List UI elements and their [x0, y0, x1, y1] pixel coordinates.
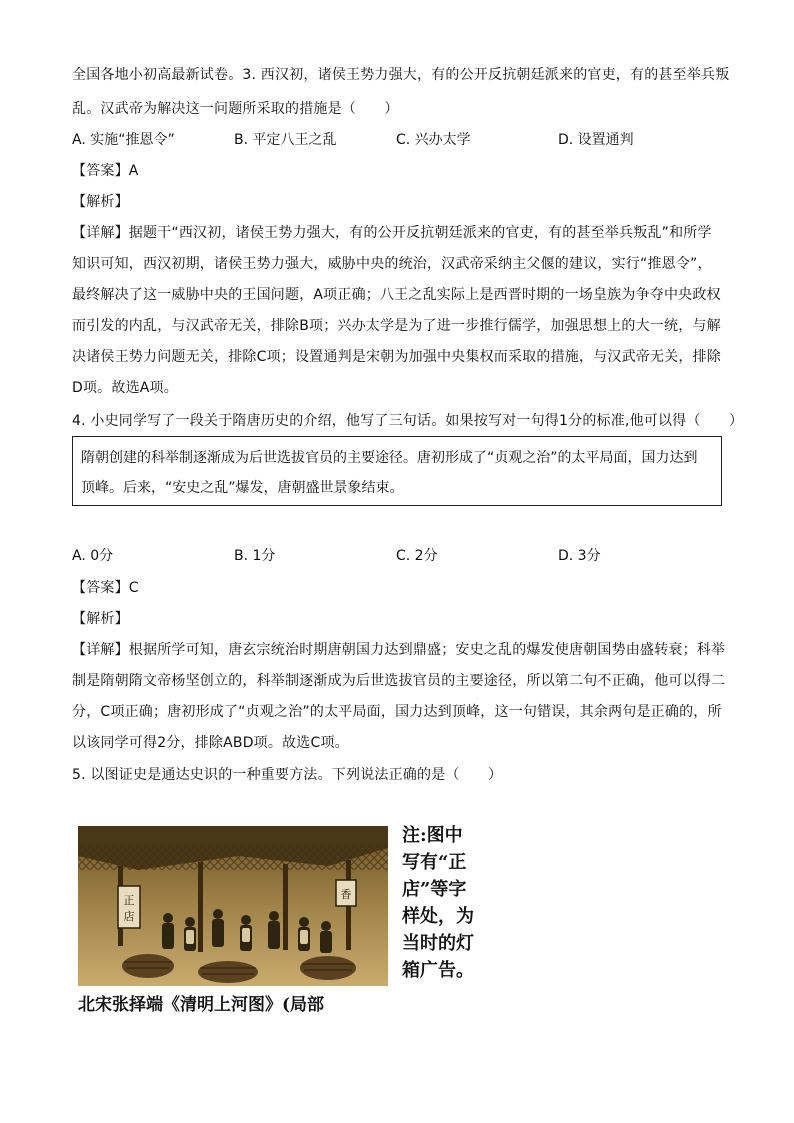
- painting-illustration: [78, 826, 388, 986]
- q4-quote-line-2: 顶峰。后来，“安史之乱”爆发，唐朝盛世景象结束。: [81, 480, 404, 496]
- q3-detail-line: 知识可知，西汉初期，诸侯王势力强大，威胁中央的统治，汉武帝采纳主父偃的建议，实行“推恩令”，: [72, 256, 712, 272]
- q3-detail-line: 决诸侯王势力问题无关，排除C项；设置通判是宋朝为加强中央集权而采取的措施，与汉武帝无关，排除: [72, 349, 721, 365]
- q4-detail-line: 【详解】根据所学可知，唐玄宗统治时期唐朝国力达到鼎盛；安史之乱的爆发使唐朝国势由盛转衰；科举: [72, 642, 726, 658]
- note-line: 注:图中: [402, 825, 463, 846]
- painting-caption: 北宋张择端《清明上河图》(局部: [78, 995, 325, 1015]
- note-line: 店”等字: [402, 879, 467, 900]
- note-line: 当时的灯: [402, 933, 474, 954]
- q3-answer: 【答案】A: [72, 163, 139, 179]
- q4-option-d: D. 3分: [558, 548, 601, 564]
- q4-detail-line: 以该同学可得2分，排除ABD项。故选C项。: [72, 735, 349, 751]
- q3-detail-line: 【详解】据题干“西汉初，诸侯王势力强大，有的公开反抗朝廷派来的官吏，有的甚至举兵叛乱”和所学: [72, 225, 712, 241]
- svg-text:正: 正: [123, 894, 135, 907]
- svg-text:店: 店: [123, 910, 135, 923]
- q3-stem-line-1: 全国各地小初高最新试卷。3. 西汉初，诸侯王势力强大，有的公开反抗朝廷派来的官吏，有的甚至举兵叛: [72, 67, 730, 83]
- q3-option-a: A. 实施“推恩令”: [72, 132, 175, 148]
- qingming-painting-image: [78, 826, 388, 986]
- q3-option-d: D. 设置通判: [558, 132, 634, 148]
- q4-quote-line-1: 隋朝创建的科举制逐渐成为后世选拔官员的主要途径。唐初形成了“贞观之治”的太平局面，国力达到: [81, 450, 698, 466]
- q4-option-b: B. 1分: [234, 548, 276, 564]
- q5-stem: 5. 以图证史是通达史识的一种重要方法。下列说法正确的是（ ）: [72, 767, 503, 783]
- q4-analysis-label: 【解析】: [72, 611, 129, 627]
- q3-detail-line: D项。故选A项。: [72, 380, 178, 396]
- note-line: 写有“正: [402, 852, 467, 873]
- q3-option-b: B. 平定八王之乱: [234, 132, 337, 148]
- q3-analysis-label: 【解析】: [72, 194, 129, 210]
- q3-stem-line-2: 乱。汉武帝为解决这一问题所采取的措施是（ ）: [72, 101, 399, 117]
- note-line: 箱广告。: [402, 960, 474, 981]
- q4-stem: 4. 小史同学写了一段关于隋唐历史的介绍，他写了三句话。如果按写对一句得1分的标准,他可以得（ ）: [72, 413, 744, 429]
- q3-detail-line: 而引发的内乱，与汉武帝无关，排除B项；兴办太学是为了进一步推行儒学，加强思想上的大一统，与解: [72, 318, 721, 334]
- svg-text:香: 香: [340, 888, 352, 901]
- note-line: 样处，为: [402, 906, 474, 927]
- q4-detail-line: 分，C项正确；唐初形成了“贞观之治”的太平局面，国力达到顶峰，这一句错误，其余两句是正确的，所: [72, 704, 722, 720]
- q4-quote-box: [72, 436, 722, 506]
- q3-detail-line: 最终解决了这一威胁中央的王国问题，A项正确；八王之乱实际上是西晋时期的一场皇族为争夺中央政权: [72, 287, 721, 303]
- painting-note: [402, 822, 474, 984]
- q3-option-c: C. 兴办太学: [396, 132, 471, 148]
- q4-answer: 【答案】C: [72, 580, 139, 596]
- q4-detail-line: 制是隋朝隋文帝杨坚创立的，科举制逐渐成为后世选拔官员的主要途径，所以第二句不正确，他可以得二: [72, 673, 726, 689]
- q4-option-a: A. 0分: [72, 548, 114, 564]
- q4-option-c: C. 2分: [396, 548, 438, 564]
